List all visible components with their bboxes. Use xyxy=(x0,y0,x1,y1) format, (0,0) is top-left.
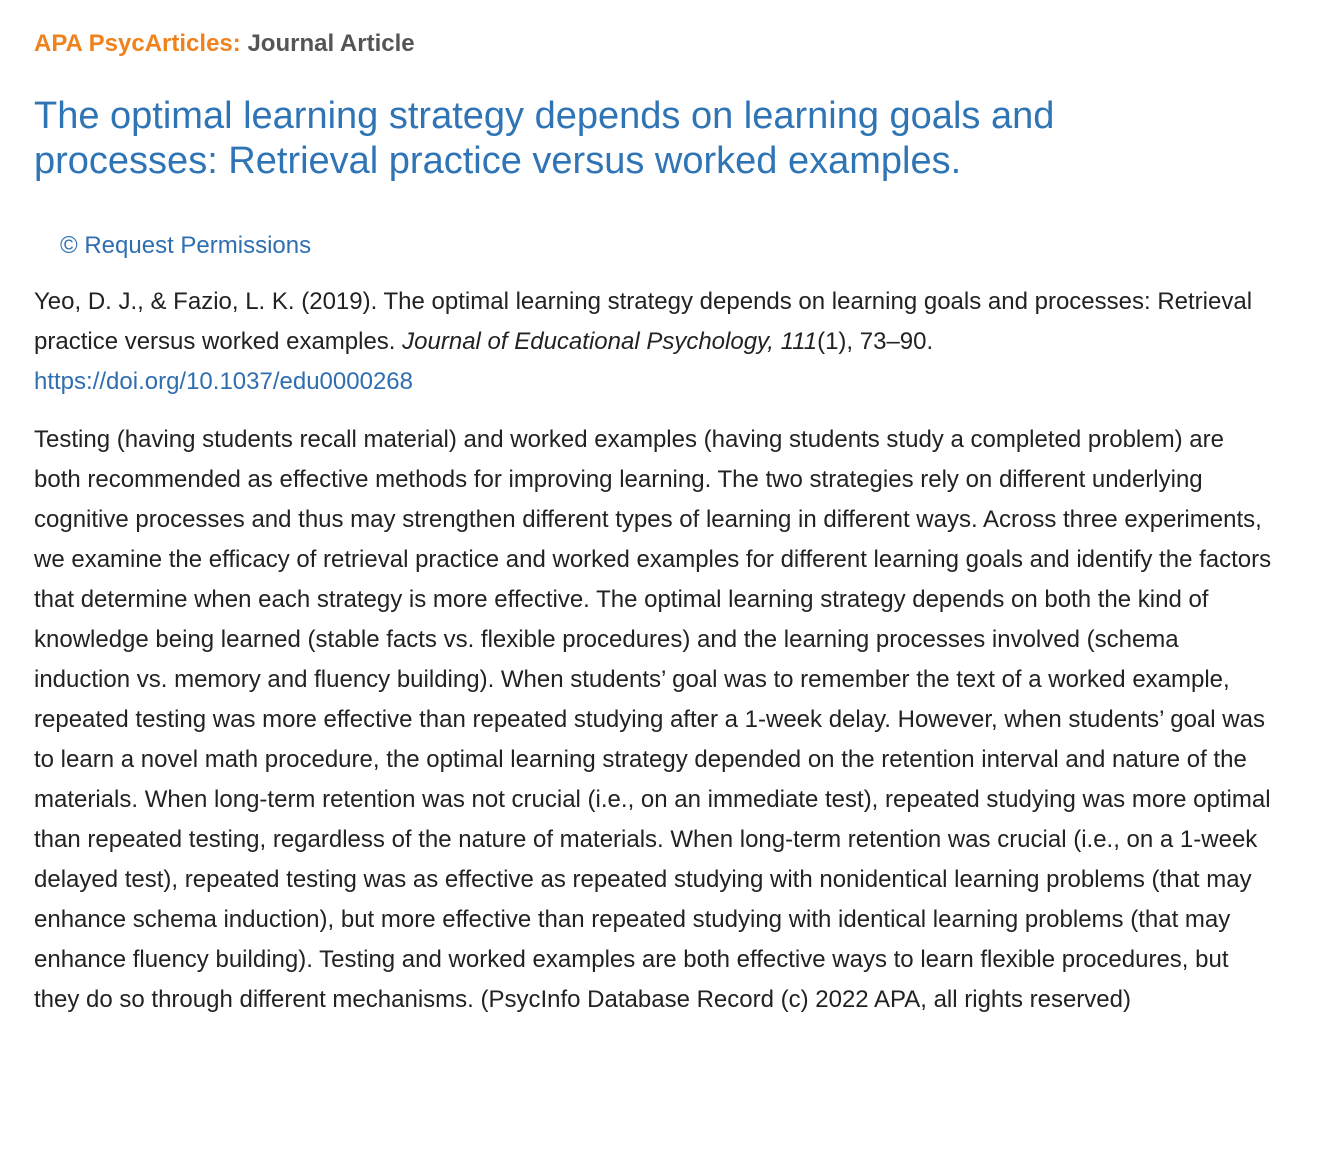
citation-issue-pages: (1), 73–90. xyxy=(817,328,934,355)
article-title: The optimal learning strategy depends on learning goals and processes: Retrieval practice versus worked examples. xyxy=(34,95,1055,182)
document-type-label: Journal Article xyxy=(247,30,415,57)
citation xyxy=(34,282,1264,402)
document-type-line xyxy=(34,28,1290,60)
source-database-label: APA PsycArticles: xyxy=(34,30,241,57)
doi-link[interactable]: https://doi.org/10.1037/edu0000268 xyxy=(34,368,413,395)
citation-journal: Journal of Educational Psychology, 111 xyxy=(402,328,818,355)
abstract: Testing (having students recall material) and worked examples (having students study a completed problem) are both recommended as effective methods for improving learning. The two strategies rely on different underlying cognitive processes and thus may strengthen different types of learning in different ways. Across three experiments, we examine the efficacy of retrieval practice and worked examples for different learning goals and identify the factors that determine when each strategy is more effective. The optimal learning strategy depends on both the kind of knowledge being learned (stable facts vs. flexible procedures) and the learning processes involved (schema induction vs. memory and fluency building). When students’ goal was to remember the text of a worked example, repeated testing was more effective than repeated studying after a 1-week delay. However, when students’ goal was to learn a novel math procedure, the optimal learning strategy depended on the retention interval and nature of the materials. When long-term retention was not crucial (i.e., on an immediate test), repeated studying was more optimal than repeated testing, regardless of the nature of materials. When long-term retention was crucial (i.e., on a 1-week delayed test), repeated testing was as effective as repeated studying with nonidentical learning problems (that may enhance schema induction), but more effective than repeated studying with identical learning problems (that may enhance fluency building). Testing and worked examples are both effective ways to learn flexible procedures, but they do so through different mechanisms. (PsycInfo Database Record (c) 2022 APA, all rights reserved) xyxy=(34,426,1272,1013)
request-permissions-link[interactable]: © Request Permissions xyxy=(60,232,312,259)
citation-text: Yeo, D. J., & Fazio, L. K. (2019). The optimal learning strategy depends on learning goals and processes: Retrieval practice versus worked examples. xyxy=(34,288,1253,355)
